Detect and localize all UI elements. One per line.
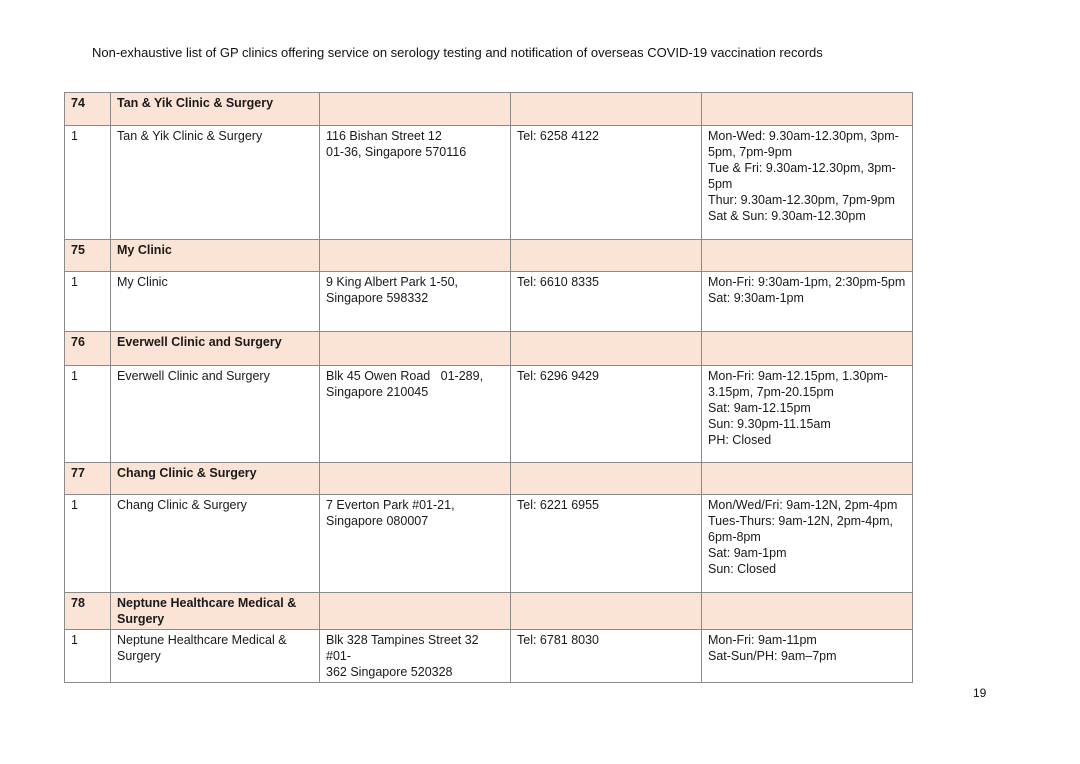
- address-line: Singapore 080007: [326, 514, 429, 528]
- group-name: Chang Clinic & Surgery: [111, 463, 320, 495]
- hours-line: Mon-Fri: 9am-11pm: [708, 633, 817, 647]
- hours-line: Mon-Fri: 9am-12.15pm, 1.30pm-: [708, 369, 888, 383]
- hours-line: 3.15pm, 7pm-20.15pm: [708, 385, 834, 399]
- clinic-address: [320, 272, 511, 332]
- group-header-row: [65, 332, 913, 366]
- hours-line: Sat: 9am-12.15pm: [708, 401, 811, 415]
- hours-line: Mon/Wed/Fri: 9am-12N, 2pm-4pm: [708, 498, 898, 512]
- group-empty-cell: [511, 93, 702, 126]
- clinic-name: Chang Clinic & Surgery: [111, 495, 320, 593]
- row-index: 1: [65, 366, 111, 463]
- group-empty-cell: [320, 332, 511, 366]
- clinic-address: [320, 495, 511, 593]
- group-empty-cell: [511, 463, 702, 495]
- hours-line: Sat & Sun: 9.30am-12.30pm: [708, 209, 866, 223]
- address-line: Blk 328 Tampines Street 32 #01-: [326, 633, 479, 663]
- group-empty-cell: [702, 240, 913, 272]
- group-header-row: [65, 463, 913, 495]
- clinic-tel: Tel: 6221 6955: [511, 495, 702, 593]
- clinic-tel: Tel: 6258 4122: [511, 126, 702, 240]
- page-number: 19: [973, 686, 987, 700]
- clinic-address: [320, 126, 511, 240]
- clinic-tel: Tel: 6610 8335: [511, 272, 702, 332]
- group-name: My Clinic: [111, 240, 320, 272]
- group-empty-cell: [702, 93, 913, 126]
- clinic-hours: [702, 126, 913, 240]
- group-name: Everwell Clinic and Surgery: [111, 332, 320, 366]
- address-line: Blk 45 Owen Road 01-289,: [326, 369, 484, 383]
- row-index: 1: [65, 272, 111, 332]
- hours-line: Sat-Sun/PH: 9am–7pm: [708, 649, 837, 663]
- address-line: 01-36, Singapore 570116: [326, 145, 467, 159]
- group-header-row: [65, 593, 913, 630]
- group-number: 74: [65, 93, 111, 126]
- hours-line: 6pm-8pm: [708, 530, 761, 544]
- group-number: 75: [65, 240, 111, 272]
- table-row: [65, 366, 913, 463]
- group-name: Neptune Healthcare Medical & Surgery: [111, 593, 320, 630]
- clinic-hours: [702, 630, 913, 683]
- group-empty-cell: [702, 593, 913, 630]
- hours-line: Mon-Fri: 9:30am-1pm, 2:30pm-5pm: [708, 275, 906, 289]
- hours-line: Tues-Thurs: 9am-12N, 2pm-4pm,: [708, 514, 894, 528]
- group-empty-cell: [511, 332, 702, 366]
- group-empty-cell: [320, 93, 511, 126]
- group-name: Tan & Yik Clinic & Surgery: [111, 93, 320, 126]
- page-title: Non-exhaustive list of GP clinics offering service on serology testing and notification of overseas COVID-19 vaccination records: [92, 45, 823, 60]
- group-empty-cell: [702, 463, 913, 495]
- clinic-name: Everwell Clinic and Surgery: [111, 366, 320, 463]
- hours-line: Sun: 9.30pm-11.15am: [708, 417, 831, 431]
- address-line: 9 King Albert Park 1-50,: [326, 275, 459, 289]
- group-empty-cell: [320, 593, 511, 630]
- table-row: [65, 630, 913, 683]
- table-row: [65, 126, 913, 240]
- group-header-row: [65, 93, 913, 126]
- clinic-address: [320, 366, 511, 463]
- clinic-tel: Tel: 6781 8030: [511, 630, 702, 683]
- clinic-name: My Clinic: [111, 272, 320, 332]
- hours-line: Tue & Fri: 9.30am-12.30pm, 3pm-: [708, 161, 896, 175]
- group-number: 77: [65, 463, 111, 495]
- hours-line: Thur: 9.30am-12.30pm, 7pm-9pm: [708, 193, 895, 207]
- group-number: 76: [65, 332, 111, 366]
- clinic-name: Tan & Yik Clinic & Surgery: [111, 126, 320, 240]
- group-empty-cell: [320, 240, 511, 272]
- row-index: 1: [65, 630, 111, 683]
- address-line: Singapore 598332: [326, 291, 429, 305]
- hours-line: Mon-Wed: 9.30am-12.30pm, 3pm-: [708, 129, 899, 143]
- row-index: 1: [65, 126, 111, 240]
- clinic-hours: [702, 495, 913, 593]
- hours-line: Sat: 9am-1pm: [708, 546, 787, 560]
- table-row: [65, 495, 913, 593]
- table-row: [65, 272, 913, 332]
- group-empty-cell: [702, 332, 913, 366]
- group-number: 78: [65, 593, 111, 630]
- hours-line: 5pm, 7pm-9pm: [708, 145, 793, 159]
- row-index: 1: [65, 495, 111, 593]
- hours-line: PH: Closed: [708, 433, 772, 447]
- hours-line: Sat: 9:30am-1pm: [708, 291, 804, 305]
- address-line: 7 Everton Park #01-21,: [326, 498, 455, 512]
- group-empty-cell: [320, 463, 511, 495]
- address-line: Singapore 210045: [326, 385, 429, 399]
- clinic-name: Neptune Healthcare Medical & Surgery: [111, 630, 320, 683]
- address-line: 116 Bishan Street 12: [326, 129, 442, 143]
- address-line: 362 Singapore 520328: [326, 665, 453, 679]
- hours-line: 5pm: [708, 177, 733, 191]
- clinic-table: [64, 92, 913, 683]
- hours-line: Sun: Closed: [708, 562, 777, 576]
- group-empty-cell: [511, 593, 702, 630]
- clinic-hours: [702, 366, 913, 463]
- clinic-address: [320, 630, 511, 683]
- clinic-hours: [702, 272, 913, 332]
- clinic-tel: Tel: 6296 9429: [511, 366, 702, 463]
- group-header-row: [65, 240, 913, 272]
- group-empty-cell: [511, 240, 702, 272]
